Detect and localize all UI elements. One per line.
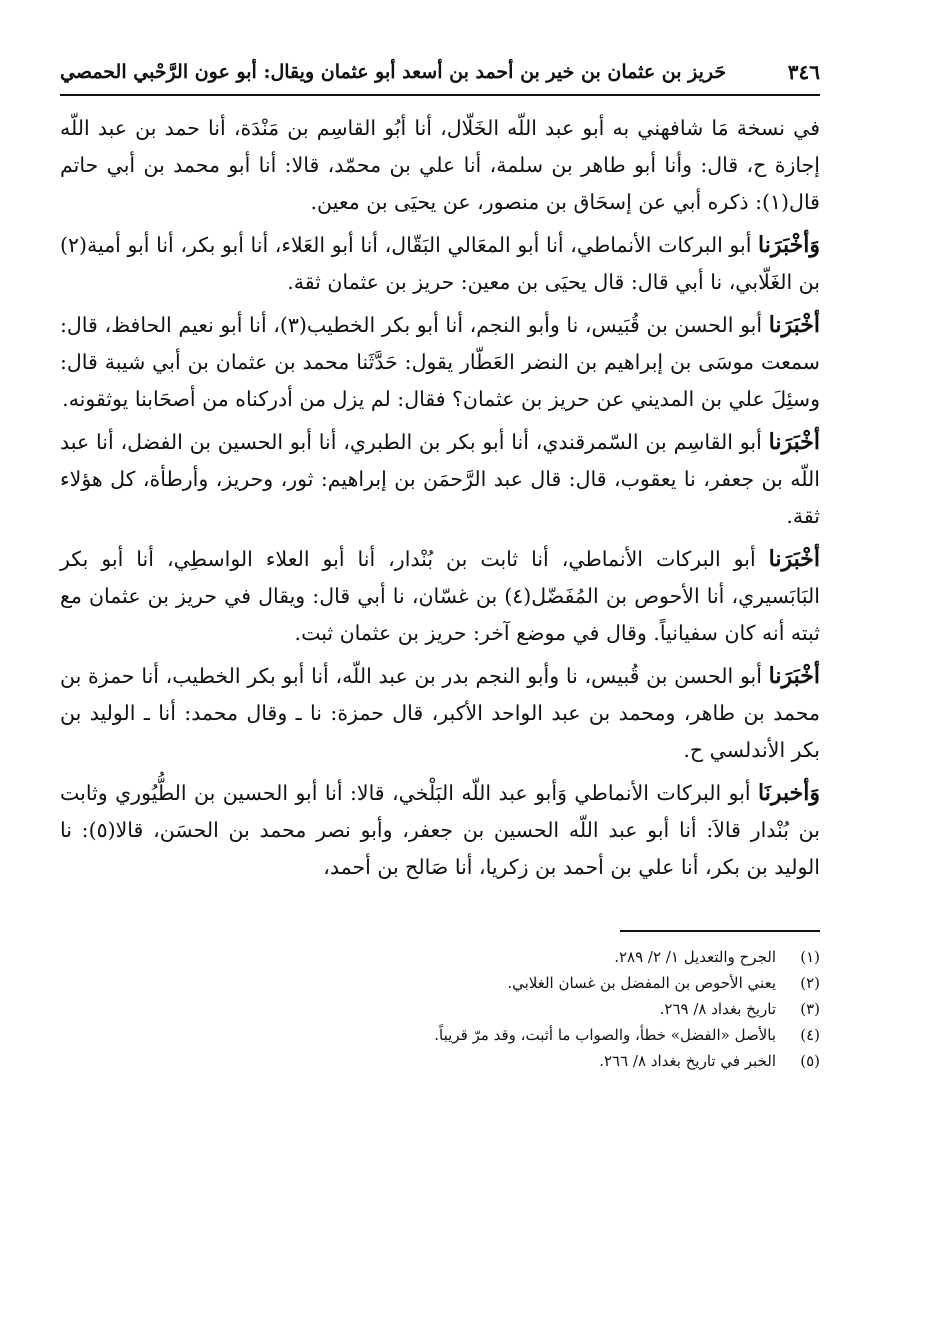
page-header <box>60 58 820 96</box>
footnote <box>60 1048 820 1074</box>
footnote-number: (٥) <box>800 1052 820 1070</box>
footnotes <box>60 944 820 1074</box>
paragraph <box>60 307 820 418</box>
footnote <box>60 1022 820 1048</box>
body-text <box>60 110 820 886</box>
footnote-number: (٤) <box>800 1026 820 1044</box>
paragraph <box>60 658 820 769</box>
paragraph <box>60 110 820 221</box>
paragraph-text: أبو البركات الأنماطي وَأبو عبد اللّه البَلْخي، قالا: أنا أبو الحسين بن الطُّيُوري وثابت بن بُنْدار قالاَ: أنا أبو عبد اللّه الحسين بن جعفر، وأبو نصر محمد بن الحسَن، قالا(٥): نا الوليد بن بكر، أنا علي بن أحمد بن زكريا، أنا صَالح بن أحمد، <box>60 781 820 879</box>
footnote-text: الجرح والتعديل ١/ ٢/ ٢٨٩. <box>614 948 776 966</box>
paragraph-text: أبو الحسن بن قُبَيس، نا وأبو النجم، أنا أبو بكر الخطيب(٣)، أنا أبو نعيم الحافظ، قال: سمعت موسَى بن إبراهيم بن النضر العَطّار يقول: حَدَّثَنا محمد بن عثمان بن أبي شيبة قال: وسئِلَ علي بن المديني عن حريز بن عثمان؟ فقال: لم يزل من أدركناه من أصحَابنا يوثقونه. <box>60 313 820 411</box>
footnote-separator <box>620 930 820 932</box>
footnote <box>60 970 820 996</box>
paragraph-lead: أخْبَرَنا <box>768 546 820 572</box>
footnote <box>60 996 820 1022</box>
paragraph-text: أبو القاسِم بن السّمرقندي، أنا أبو بكر بن الطبري، أنا أبو الحسين بن الفضل، أنا عبد اللّه بن جعفر، نا يعقوب، قال: قال عبد الرَّحمَن بن إبراهيم: ثور، وحريز، وأرطأة، كل هؤلاء ثقة. <box>60 430 820 528</box>
footnote-number: (٣) <box>800 1000 820 1018</box>
paragraph <box>60 424 820 535</box>
paragraph <box>60 775 820 886</box>
footnote-text: الخبر في تاريخ بغداد ٨/ ٢٦٦. <box>599 1052 776 1070</box>
page-number: ٣٤٦ <box>787 60 820 84</box>
footnote <box>60 944 820 970</box>
running-title: حَريز بن عثمان بن خير بن أحمد بن أسعد أبو عثمان ويقال: أبو عون الرَّحْبي الحمصي <box>60 61 727 83</box>
paragraph-text: في نسخة مَا شافهني به أبو عبد اللّه الخَلّال، أنا أبُو القاسِم بن مَنْدَة، أنا حمد بن عبد اللّه إجازة ح، قال: وأنا أبو طاهر بن سلمة، أنا علي بن محمّد، قالا: أنا أبو محمد بن أبي حاتم قال(١): ذكره أبي عن إسحَاق بن منصور، عن يحيَى بن معين. <box>60 116 820 214</box>
footnote-number: (٢) <box>800 974 820 992</box>
paragraph <box>60 541 820 652</box>
footnote-text: بالأصل «الفضل» خطأ، والصواب ما أثبت، وقد مرّ قريباً. <box>434 1026 776 1044</box>
paragraph-lead: وَأخْبَرَنا <box>758 232 820 258</box>
paragraph-lead: أخْبَرَنا <box>768 429 820 455</box>
paragraph <box>60 227 820 301</box>
book-page <box>60 58 820 1074</box>
paragraph-lead: وَأخبرنَا <box>758 780 820 806</box>
paragraph-lead: أخْبَرَنا <box>768 312 821 338</box>
paragraph-lead: أخْبَرَنا <box>768 663 820 689</box>
paragraph-text: أبو الحسن بن قُبيس، نا وأبو النجم بدر بن عبد اللّه، أنا أبو بكر الخطيب، أنا حمزة بن محمد بن طاهر، ومحمد بن عبد الواحد الأكبر، قال حمزة: نا ـ وقال محمد: أنا ـ الوليد بن بكر الأندلسي ح. <box>60 664 820 762</box>
footnote-text: يعني الأحوص بن المفضل بن غسان الغلابي. <box>507 974 776 992</box>
footnote-text: تاريخ بغداد ٨/ ٢٦٩. <box>659 1000 776 1018</box>
paragraph-text: أبو البركات الأنماطي، أنا أبو المعَالي البَقّال، أنا أبو العَلاء، أنا أبو بكر، أنا أبو أمية(٢) بن الغَلّابي، نا أبي قال: قال يحيَى بن معين: حريز بن عثمان ثقة. <box>60 233 820 294</box>
footnote-number: (١) <box>800 948 820 966</box>
paragraph-text: أبو البركات الأنماطي، أنا ثابت بن بُنْدار، أنا أبو العلاء الواسطِي، أنا أبو بكر البَابَسيري، أنا الأحوص بن المُفَضّل(٤) بن غسّان، نا أبي قال: ويقال في حريز بن عثمان مع ثبته أنه كان سفيانياً. وقال في موضع آخر: حريز بن عثمان ثبت. <box>60 547 820 645</box>
